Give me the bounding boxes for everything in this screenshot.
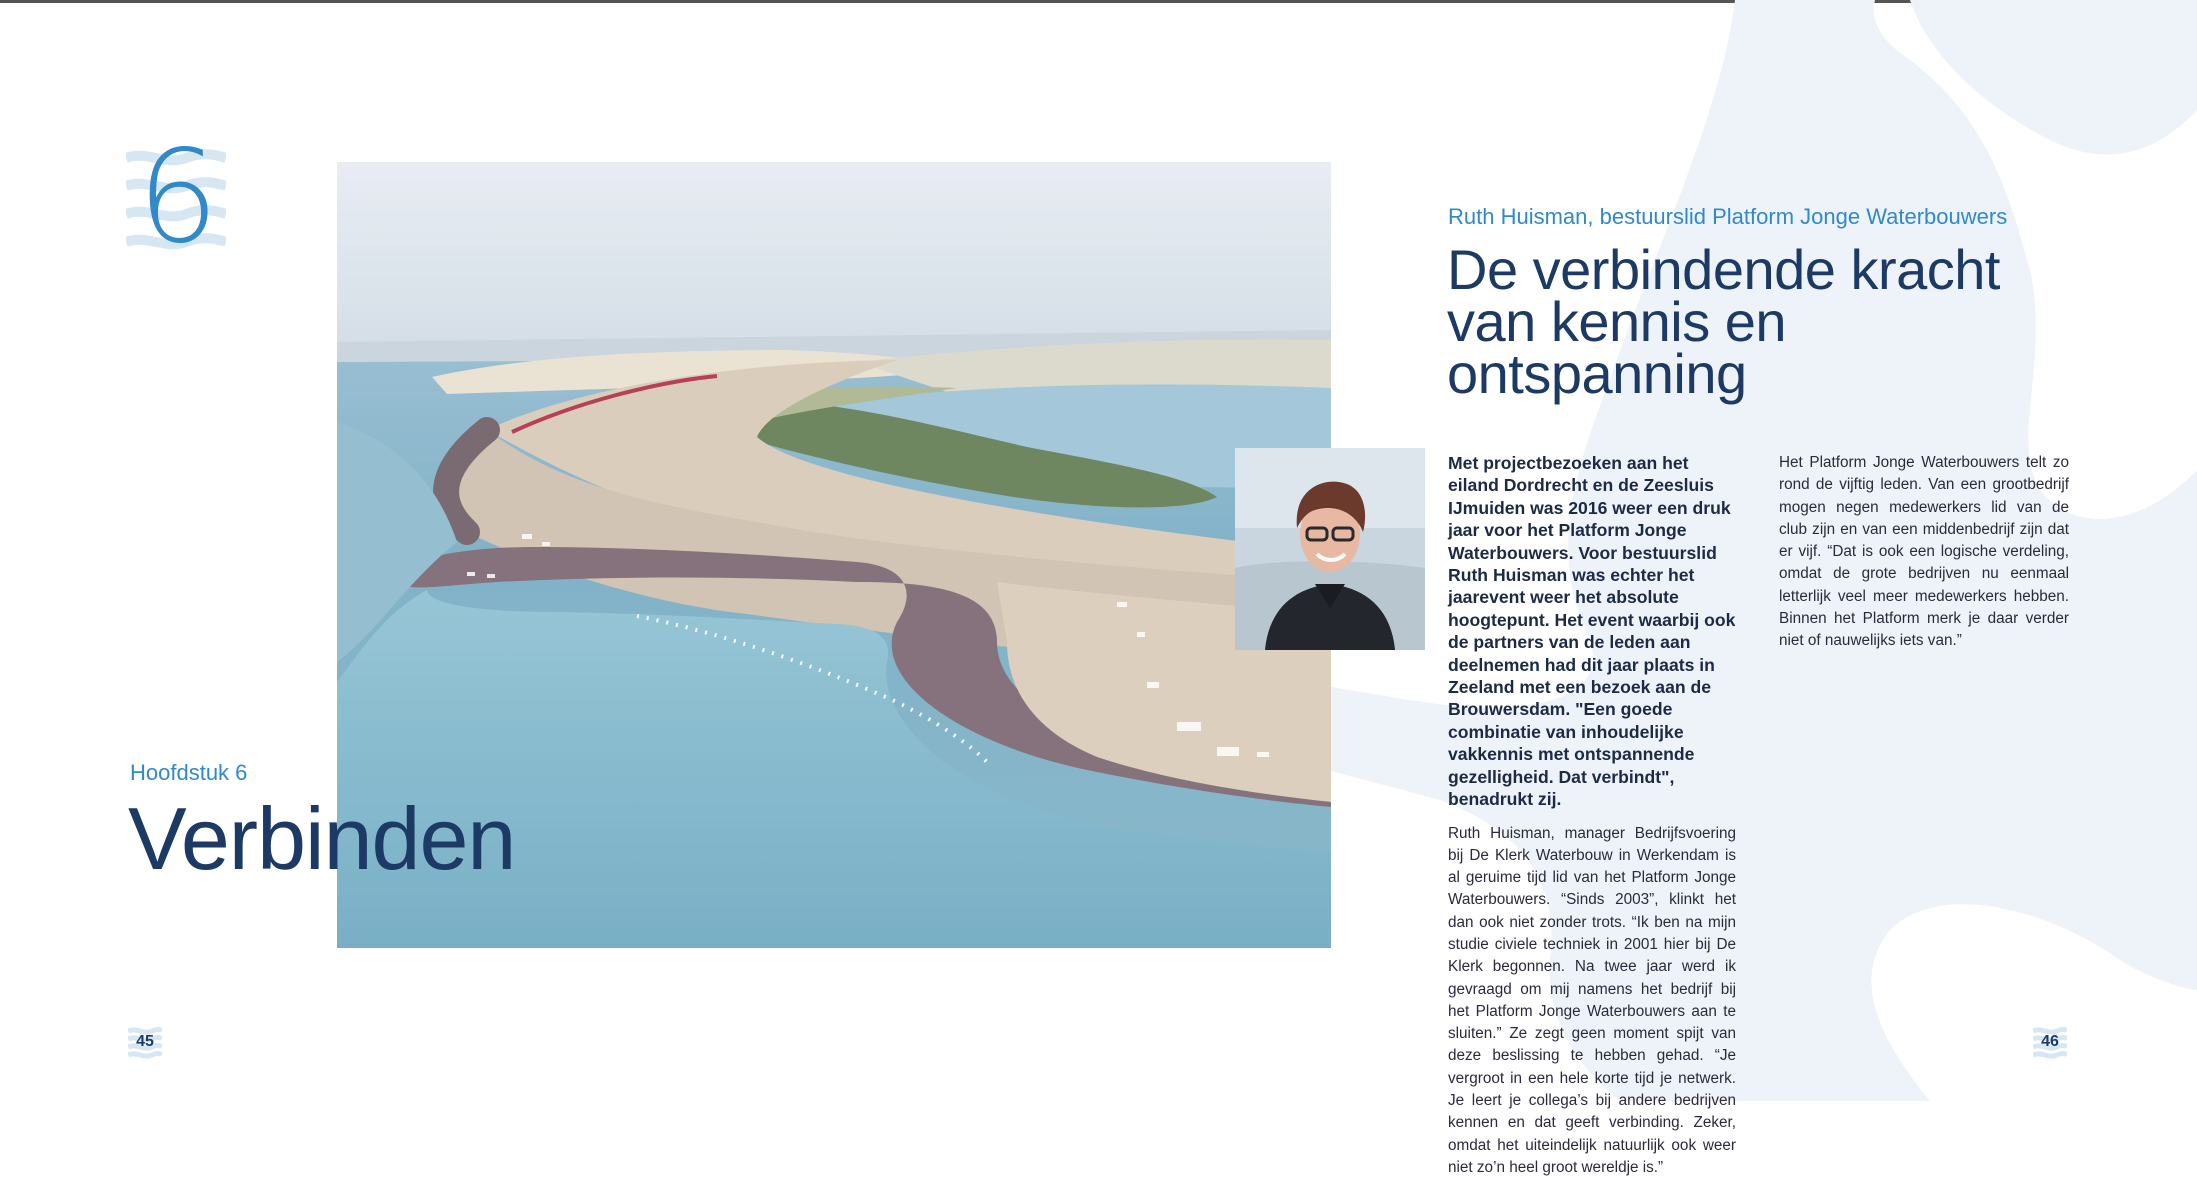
chapter-number: 6: [126, 128, 226, 268]
chapter-number-badge: [126, 128, 226, 268]
article-headline: De verbindende kracht van kennis en ontspanning: [1447, 244, 2007, 400]
chapter-title: Verbinden: [128, 784, 515, 894]
article-byline: Ruth Huisman, bestuurslid Platform Jonge Waterbouwers: [1448, 204, 2007, 230]
article-paragraph-2: Het Platform Jonge Waterbouwers telt zo rond de vijftig leden. Van een grootbedrijf mogen negen medewerkers lid van de club zijn en van een middenbedrijf zijn dat er vijf. “Dat is ook een logische verdeling, omdat de grote bedrijven nu eenmaal letterlijk veel meer medewerkers hebben. Binnen het Platform merk je daar verder niet of nauwelijks iets van.”: [1779, 452, 2069, 653]
article-column-1: [1448, 452, 1736, 1179]
page-number-right: [2033, 1025, 2067, 1059]
chapter-label: Hoofdstuk 6: [130, 760, 247, 786]
article-column-2: [1779, 452, 2069, 653]
page-number-left-text: 45: [128, 1025, 162, 1059]
article-paragraph-1: Ruth Huisman, manager Bedrijfsvoering bij De Klerk Waterbouw in Werkendam is al geruime tijd lid van het Platform Jonge Waterbouwers. “Sinds 2003”, klinkt het dan ook niet zonder trots. “Ik ben na mijn studie civiele techniek in 2001 hier bij De Klerk begonnen. Na twee jaar werd ik gevraagd om mij namens het bedrijf bij het Platform Jonge Waterbouwers aan te sluiten.” Ze zegt geen moment spijt van deze beslissing te hebben gehad. “Je vergroot in een hele korte tijd je netwerk. Je leert je collega’s bij andere bedrijven kennen en dat geeft verbinding. Zeker, omdat het uiteindelijk natuurlijk ook weer niet zo’n heel groot wereldje is.”: [1448, 823, 1736, 1179]
page-number-right-text: 46: [2033, 1025, 2067, 1059]
portrait-photo: [1235, 448, 1425, 650]
article-intro: Met projectbezoeken aan het eiland Dordrecht en de Zeesluis IJmuiden was 2016 weer een druk jaar voor het Platform Jonge Waterbouwers. Voor bestuurslid Ruth Huisman was echter het jaarevent weer het absolute hoogtepunt. Het event waarbij ook de partners van de leden aan deelnemen had dit jaar plaats in Zeeland met een bezoek aan de Brouwersdam. "Een goede combinatie van inhoudelijke vakkennis met ontspannende gezelligheid. Dat verbindt", benadrukt zij.: [1448, 452, 1736, 811]
page-number-left: [128, 1025, 162, 1059]
